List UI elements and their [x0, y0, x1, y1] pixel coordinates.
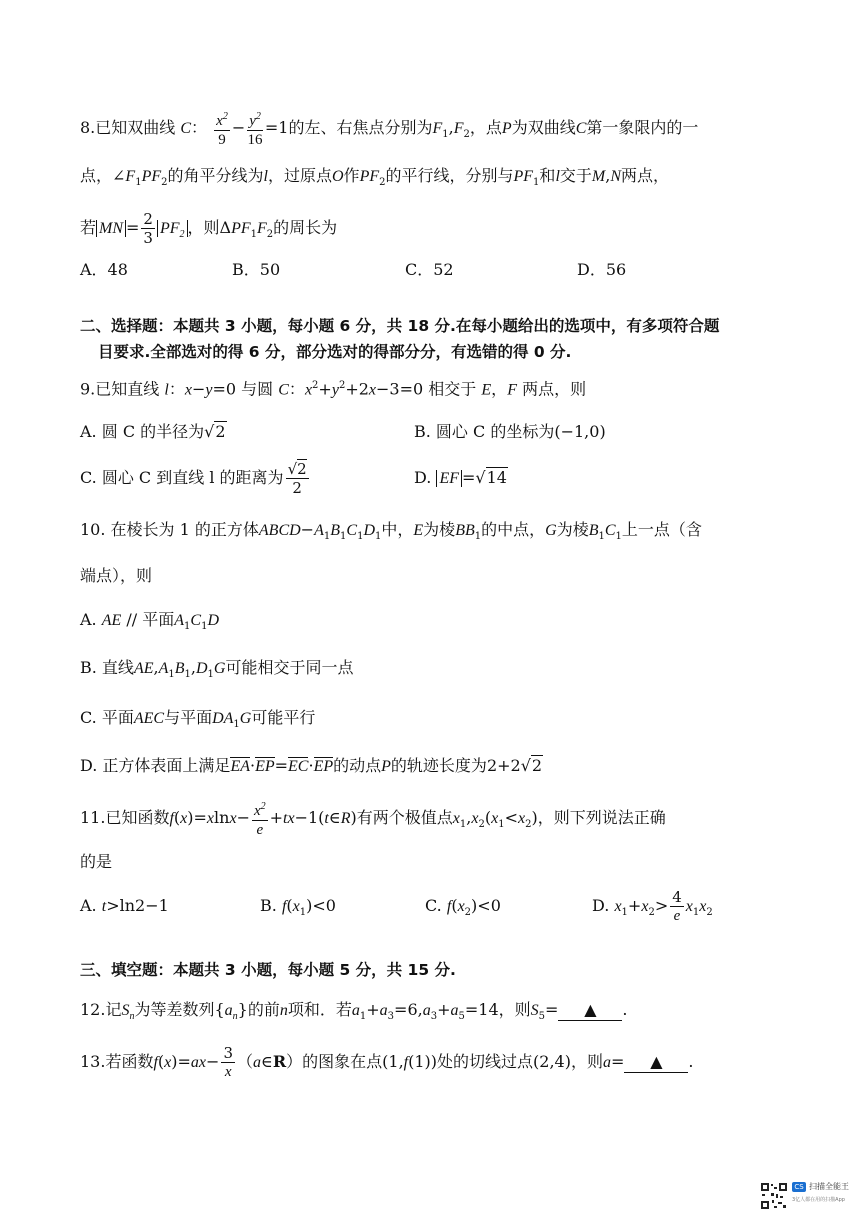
q8-option-c[interactable]: C．52 — [405, 260, 454, 279]
section2-heading-line1: 二、选择题：本题共 3 小题，每小题 6 分，共 18 分.在每小题给出的选项中，有多项符合题 — [80, 317, 720, 335]
q11-line2: 的是 — [80, 852, 113, 871]
q11-option-a[interactable]: A. t>ln2−1 — [80, 896, 169, 915]
q8-line3: 若 MN = $\frac{2}{3}$ $PF_2$ ，则$\Delta PF_1F_2$的周长为 — [80, 210, 338, 247]
q9-stem: 9.已知直线 l：x−y=0 与圆 C：$x^2+y^2+2x-3=0$ 相交于 E，F 两点，则 — [80, 379, 587, 399]
scanner-tagline: 3亿人都在用的扫描App — [792, 1197, 845, 1203]
q10-option-c[interactable]: C. 平面AEC与平面$DA_1G$可能平行 — [80, 708, 316, 731]
q9-option-d[interactable]: D. EF =√14 — [414, 468, 507, 487]
scanner-app-name: 扫描全能王 — [809, 1182, 849, 1191]
qr-code-icon — [760, 1182, 788, 1210]
q11-option-d[interactable]: D. $x_1+x_2>$ $\frac{4}{e}$ $x_1x_2$ — [592, 888, 713, 924]
scanner-badge: CS — [792, 1182, 806, 1192]
q10-option-b[interactable]: B. 直线$AE,A_1B_1,D_1G$可能相交于同一点 — [80, 658, 354, 681]
q9-option-c[interactable]: C. 圆心 C 到直线 l 的距离为 $\frac{√2}{2}$ — [80, 460, 307, 497]
q11-option-c[interactable]: C. $f(x_2)<0$ — [425, 896, 501, 919]
q10-line2: 端点），则 — [80, 566, 153, 585]
q10-option-d[interactable]: D. 正方体表面上满足EA·EP=EC·EP的动点P的轨迹长度为2+2√2 — [80, 756, 543, 775]
q11-line1: 11.已知函数f(x)=xlnx− $\frac{x^2}{e}$ +tx−1(t∈R)有两个极值点$x_1,x_2(x_1<x_2)$，则下列说法正确 — [80, 798, 666, 843]
section2-heading-line2: 目要求.全部选对的得 6 分，部分选对的得部分分，有选错的得 0 分. — [98, 343, 572, 361]
q11-option-b[interactable]: B. $f(x_1)<0$ — [260, 896, 336, 919]
q8-option-d[interactable]: D．56 — [577, 260, 627, 279]
q10-option-a[interactable]: A. AE // 平面$A_1C_1D$ — [80, 610, 220, 633]
section3-heading: 三、填空题：本题共 3 小题，每小题 5 分，共 15 分. — [80, 961, 456, 979]
q13: 13.若函数f(x)=ax− $\frac{3}{x}$ （a∈R）的图象在点(1,f(1))处的切线过点(2,4)，则a= ▲ . — [80, 1044, 694, 1080]
q13-answer-blank[interactable]: ▲ — [624, 1052, 688, 1073]
q8-line1: 8.已知双曲线 C： $\frac{x^2}{9}$ − $\frac{y^2}{16}$ =1的左、右焦点分别为$F_1,F_2$，点P为双曲线C第一象限内的一 — [80, 108, 698, 153]
q8-option-a[interactable]: A．48 — [80, 260, 128, 279]
q9-option-b[interactable]: B. 圆心 C 的坐标为(−1,0) — [414, 422, 606, 441]
scanner-watermark — [760, 1176, 856, 1216]
q8-option-b[interactable]: B．50 — [232, 260, 281, 279]
q8-line2: 点，$\angle F_1PF_2$的角平分线为l，过原点O作$PF_2$的平行线，分别与$PF_1$和l交于M,N两点， — [80, 166, 670, 189]
q10-line1: 10. 在棱长为 1 的正方体$ABCD-A_1B_1C_1D_1$中，E为棱$BB_1$的中点，G为棱$B_1C_1$上一点（含 — [80, 520, 702, 543]
q9-option-a[interactable]: A. 圆 C 的半径为√2 — [80, 422, 226, 441]
q12-answer-blank[interactable]: ▲ — [558, 1000, 622, 1021]
q12: 12.记$S_n$为等差数列$\{a_n\}$的前n项和．若$a_1+a_3=6,a_3+a_5=14$，则$S_5=$ ▲ . — [80, 1000, 628, 1023]
